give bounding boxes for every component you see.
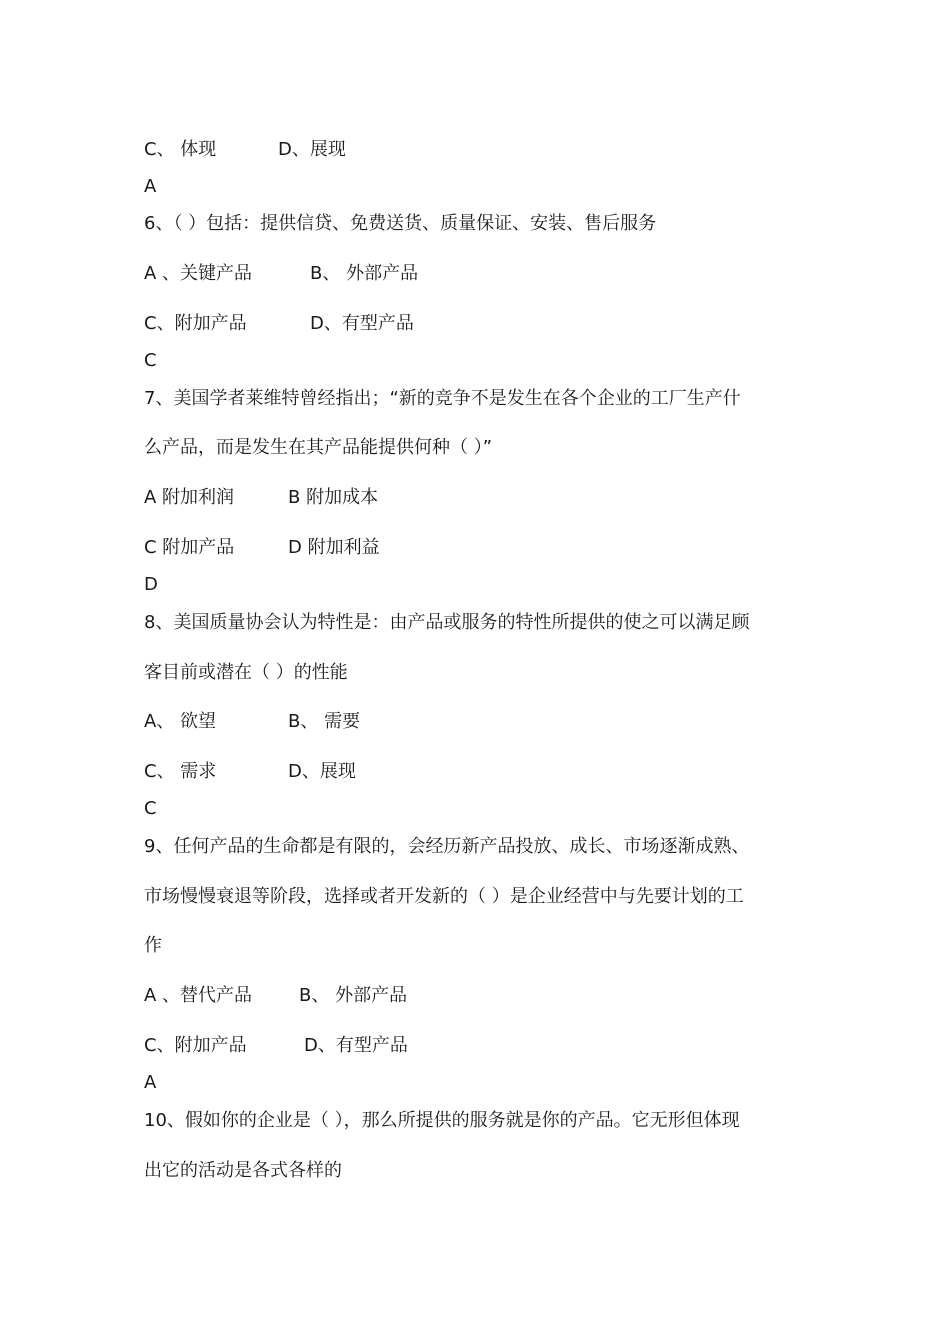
option-d: D、展现: [278, 139, 346, 160]
option-row-q7-cd: [144, 536, 380, 560]
answer-q7: D: [144, 574, 158, 595]
option-d: D、有型产品: [304, 1035, 408, 1056]
question-10-line-1: 10、假如你的企业是（ ），那么所提供的服务就是你的产品。它无形但体现: [144, 1110, 740, 1131]
option-row-q5-cd: [144, 138, 346, 162]
question-6: 6、（ ）包括：提供信贷、免费送货、质量保证、安装、售后服务: [144, 213, 657, 234]
option-b: B 附加成本: [288, 487, 379, 508]
option-c: C、附加产品: [144, 313, 247, 334]
option-c: C、 体现: [144, 139, 217, 160]
option-row-q9-cd: [144, 1034, 408, 1058]
option-a: A 、关键产品: [144, 263, 253, 284]
option-row-q6-ab: [144, 262, 418, 286]
option-c: C、附加产品: [144, 1035, 247, 1056]
option-d: D 附加利益: [288, 537, 380, 558]
option-c: C 附加产品: [144, 537, 235, 558]
answer-q5: A: [144, 176, 157, 197]
option-d: D、有型产品: [310, 313, 414, 334]
option-a: A、 欲望: [144, 711, 217, 732]
question-8-line-1: 8、美国质量协会认为特性是：由产品或服务的特性所提供的使之可以满足顾: [144, 612, 750, 633]
question-9-line-3: 作: [144, 935, 162, 956]
question-8-line-2: 客目前或潜在（ ）的性能: [144, 662, 348, 683]
option-b: B、 外部产品: [299, 985, 408, 1006]
option-row-q8-ab: [144, 710, 360, 734]
option-row-q8-cd: [144, 760, 356, 784]
option-b: B、 外部产品: [310, 263, 419, 284]
option-a: A 附加利润: [144, 487, 235, 508]
option-c: C、 需求: [144, 761, 217, 782]
option-d: D、展现: [288, 761, 356, 782]
question-9-line-1: 9、任何产品的生命都是有限的，会经历新产品投放、成长、市场逐渐成熟、: [144, 836, 750, 857]
option-row-q7-ab: [144, 486, 378, 510]
answer-q6: C: [144, 350, 157, 371]
option-row-q9-ab: [144, 984, 407, 1008]
question-10-line-2: 出它的活动是各式各样的: [144, 1160, 342, 1181]
option-a: A 、替代产品: [144, 985, 253, 1006]
answer-q9: A: [144, 1072, 157, 1093]
question-7-line-2: 么产品，而是发生在其产品能提供何种（ ）”: [144, 437, 493, 458]
answer-q8: C: [144, 798, 157, 819]
question-9-line-2: 市场慢慢衰退等阶段，选择或者开发新的（ ）是企业经营中与先要计划的工: [144, 886, 744, 907]
option-row-q6-cd: [144, 312, 414, 336]
option-b: B、 需要: [288, 711, 361, 732]
question-7-line-1: 7、美国学者莱维特曾经指出；“新的竞争不是发生在各个企业的工厂生产什: [144, 388, 741, 409]
